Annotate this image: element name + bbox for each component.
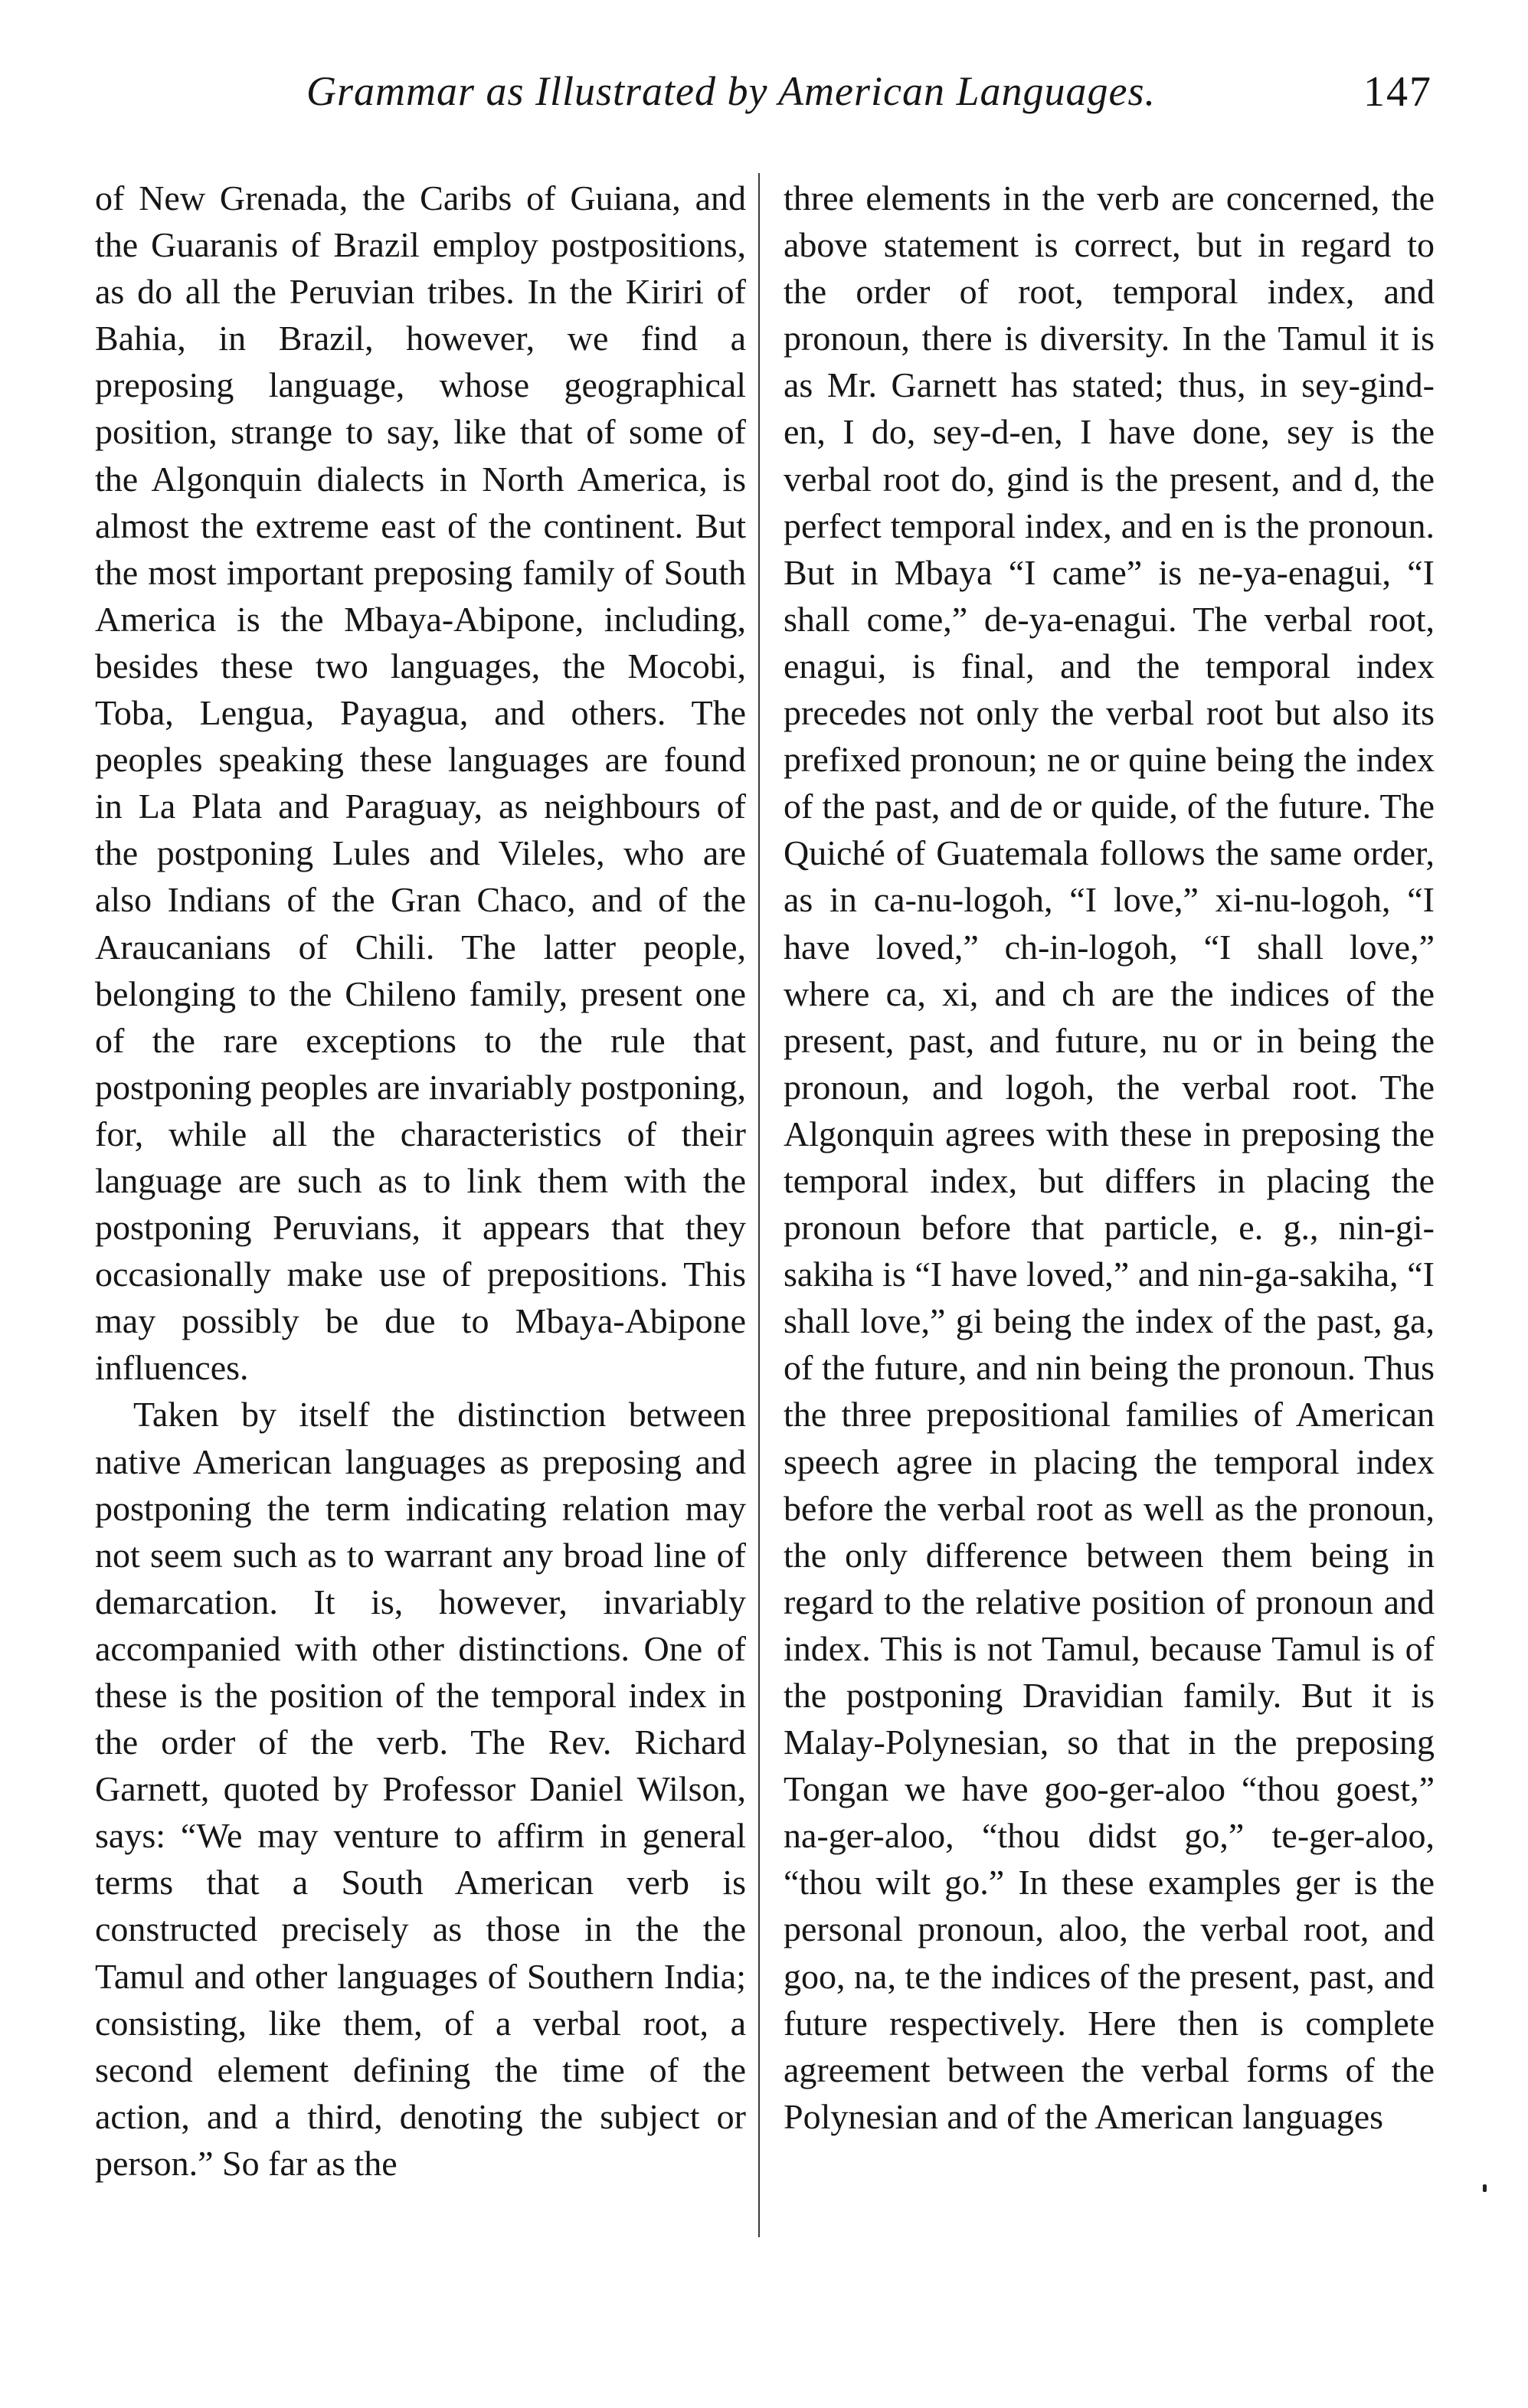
left-column [95,175,746,2187]
right-column [784,175,1435,2140]
column-divider [758,173,760,2237]
margin-mark [1483,2184,1487,2192]
page-number: 147 [1363,68,1432,116]
running-head [92,67,1455,129]
running-title: Grammar as Illustrated by American Languages. [306,68,1156,114]
left-paragraph-continued: of New Grenada, the Caribs of Guiana, and the Guaranis of Brazil employ postpositions, as do all the Peruvian tribes. In the Kiriri of Bahia, in Brazil, however, we find a preposing language, whose geographical position, strange to say, like that of some of the Algonquin dialects in North America, is almost the extreme east of the continent. But the most important preposing family of South America is the Mbaya-Abipone, including, besides these two languages, the Mocobi, Toba, Lengua, Payagua, and others. The peoples speaking these languages are found in La Plata and Paraguay, as neighbours of the postponing Lules and Vileles, who are also Indians of the Gran Chaco, and of the Araucanians of Chili. The latter people, belonging to the Chileno family, present one of the rare exceptions to the rule that postponing peoples are invariably postponing, for, while all the characteristics of their language are such as to link them with the postponing Peruvians, it appears that they occasionally make use of prepositions. This may possibly be due to Mbaya-Abipone influences. [95,178,746,1388]
right-paragraph: three elements in the verb are concerned, the above statement is correct, but in regard to the order of root, temporal index, and pronoun, there is diversity. In the Tamul it is as Mr. Garnett has stated; thus, in sey-gind-en, I do, sey-d-en, I have done, sey is the verbal root do, gind is the present, and d, the perfect temporal index, and en is the pronoun. But in Mbaya “I came” is ne-ya-enagui, “I shall come,” de-ya-enagui. The verbal root, enagui, is final, and the temporal index precedes not only the verbal root but also its prefixed pronoun; ne or quine being the index of the past, and de or quide, of the future. The Quiché of Guatemala follows the same order, as in ca-nu-logoh, “I love,” xi-nu-logoh, “I have loved,” ch-in-logoh, “I shall love,” where ca, xi, and ch are the indices of the present, past, and future, nu or in being the pronoun, and logoh, the verbal root. The Algonquin agrees with these in preposing the temporal index, but differs in placing the pronoun before that particle, e. g., nin-gi-sakiha is “I have loved,” and nin-ga-sakiha, “I shall love,” gi being the index of the past, ga, of the future, and nin being the pronoun. Thus the three prepositional families of American speech agree in placing the temporal index before the verbal root as well as the pronoun, the only difference between them being in regard to the relative position of pronoun and index. This is not Tamul, because Tamul is of the postponing Dravidian family. But it is Malay-Polynesian, so that in the preposing Tongan we have goo-ger-aloo “thou goest,” na-ger-aloo, “thou didst go,” te-ger-aloo, “thou wilt go.” In these examples ger is the personal pronoun, aloo, the verbal root, and goo, na, te the indices of the present, past, and future respectively. Here then is complete agreement between the verbal forms of the Polynesian and of the American languages [784,178,1435,2136]
left-paragraph-new: Taken by itself the distinction between native American languages as preposing and postponing the term indicating relation may not seem such as to warrant any broad line of demarcation. It is, however, invariably accompanied with other distinctions. One of these is the position of the temporal index in the order of the verb. The Rev. Richard Garnett, quoted by Professor Daniel Wilson, says: “We may venture to affirm in general terms that a South American verb is constructed precisely as those in the the Tamul and other languages of Southern India; consisting, like them, of a verbal root, a second element defining the time of the action, and a third, denoting the subject or person.” So far as the [95,1395,746,2183]
